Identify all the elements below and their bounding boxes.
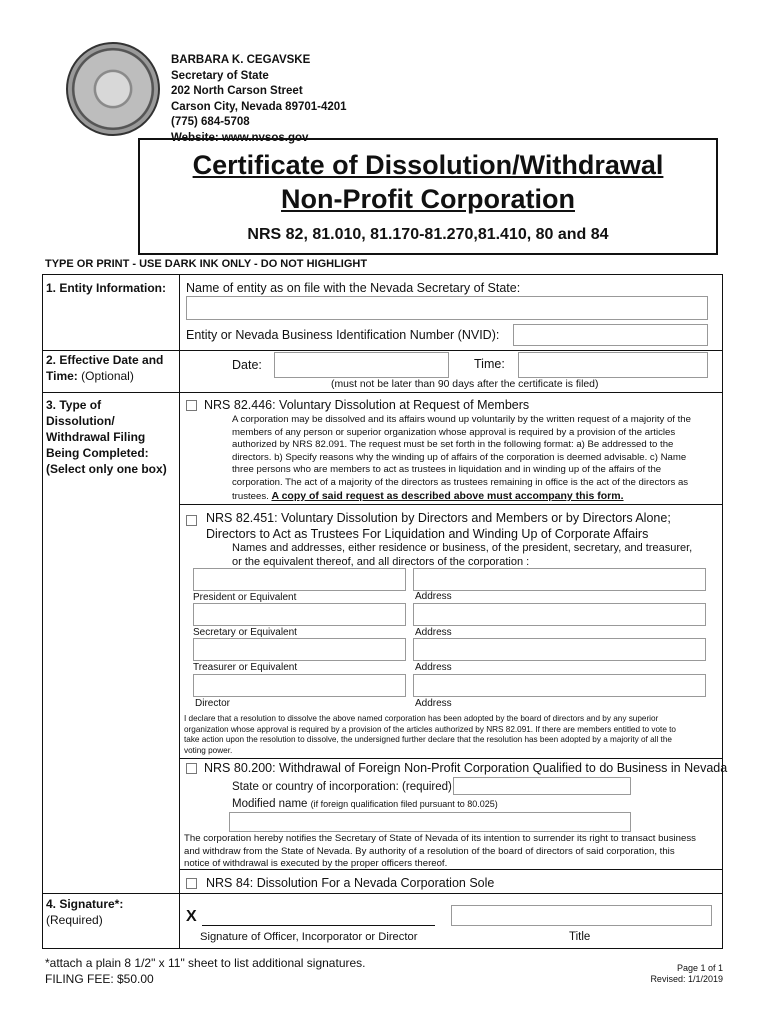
section3-label-line5: (Select only one box) bbox=[46, 462, 167, 476]
nrs-82451-title bbox=[206, 510, 671, 542]
signature-line[interactable] bbox=[202, 925, 435, 926]
opt1-line: A corporation may be dissolved and its affairs wound up voluntarily by the written request of a majority of the bbox=[232, 414, 691, 425]
opt1-line: members of any person or superior organization whose approval is required by a provision of the articles bbox=[232, 426, 676, 438]
notice-line: notice of withdrawal is executed by the proper officers thereof. bbox=[184, 858, 448, 869]
date-field[interactable] bbox=[274, 352, 449, 378]
row-divider bbox=[43, 392, 722, 393]
copy-requirement-note: A copy of said request as described above must accompany this form. bbox=[271, 489, 624, 502]
notice-line: The corporation hereby notifies the Secretary of State of Nevada of its intention to surrender its right to transact business bbox=[184, 833, 696, 844]
modified-name-note: (if foreign qualification filed pursuant to 80.025) bbox=[310, 799, 498, 809]
declaration-line: organization whose approval is required by a provision of the articles authorized by NRS 82.091. If there are members entitled to vote to bbox=[184, 724, 676, 734]
page-info bbox=[600, 963, 723, 985]
section3-label-line2: Dissolution/ bbox=[46, 414, 115, 428]
nrs-84-checkbox[interactable] bbox=[186, 878, 197, 889]
modified-name-text: Modified name bbox=[232, 798, 308, 810]
office-address-block bbox=[171, 53, 347, 146]
opt1-line: corporation. The act of a majority of the directors as trustees remaining in office is the act of the directors as bbox=[232, 476, 689, 488]
president-address-field[interactable] bbox=[413, 568, 706, 591]
date-label: Date: bbox=[232, 358, 262, 372]
modified-name-label bbox=[232, 798, 498, 810]
state-country-field[interactable] bbox=[453, 777, 631, 795]
option-divider bbox=[179, 504, 722, 505]
director-name-field[interactable] bbox=[193, 674, 406, 697]
treasurer-address-label: Address bbox=[415, 662, 452, 673]
signature-x-mark: X bbox=[186, 908, 197, 925]
section4-required: (Required) bbox=[46, 913, 103, 927]
nrs-82451-checkbox[interactable] bbox=[186, 515, 197, 526]
secretary-name-field[interactable] bbox=[193, 603, 406, 626]
form-title-line2: Non-Profit Corporation bbox=[281, 184, 575, 214]
statute-references: NRS 82, 81.010, 81.170-81.270,81.410, 80 and 84 bbox=[247, 226, 609, 243]
nevada-state-seal-icon bbox=[66, 42, 160, 136]
director-address-label: Address bbox=[415, 698, 452, 709]
nrs-80200-title: NRS 80.200: Withdrawal of Foreign Non-Profit Corporation Qualified to do Business in Nevada bbox=[204, 761, 728, 775]
director-address-field[interactable] bbox=[413, 674, 706, 697]
president-name-field[interactable] bbox=[193, 568, 406, 591]
opt1-line: trustees. bbox=[232, 490, 272, 502]
row-divider bbox=[43, 350, 722, 351]
secretary-name: BARBARA K. CEGAVSKE bbox=[171, 54, 311, 66]
entity-name-field[interactable] bbox=[186, 296, 708, 320]
secretary-address-label: Address bbox=[415, 627, 452, 638]
section2-label-time: Time: bbox=[46, 369, 78, 383]
nvid-prompt: Entity or Nevada Business Identification Number (NVID): bbox=[186, 328, 500, 342]
declaration-line: voting power. bbox=[184, 745, 233, 755]
additional-signatures-note: *attach a plain 8 1/2" x 11" sheet to list additional signatures. bbox=[45, 956, 366, 970]
filing-fee: FILING FEE: $50.00 bbox=[45, 972, 154, 986]
nrs-80200-checkbox[interactable] bbox=[186, 763, 197, 774]
office-title: Secretary of State bbox=[171, 69, 269, 82]
title-box bbox=[138, 138, 718, 255]
declaration-line: I declare that a resolution to dissolve the above named corporation has been adopted by the board of directors and by any superior bbox=[184, 714, 659, 723]
date-note: (must not be later than 90 days after the certificate is filed) bbox=[331, 379, 599, 390]
secretary-address-field[interactable] bbox=[413, 603, 706, 626]
title-caption: Title bbox=[569, 931, 591, 943]
ink-instruction: TYPE OR PRINT - USE DARK INK ONLY - DO NOT HIGHLIGHT bbox=[45, 258, 368, 270]
time-field[interactable] bbox=[518, 352, 708, 378]
opt2-sub-line: or the equivalent thereof, and all directors of the corporation : bbox=[232, 555, 530, 568]
notice-line: and withdraw from the State of Nevada. By authority of a resolution of the board of directors of said corporation, this bbox=[184, 845, 675, 857]
nrs-82446-checkbox[interactable] bbox=[186, 400, 197, 411]
section4-label bbox=[46, 896, 123, 928]
treasurer-name-field[interactable] bbox=[193, 638, 406, 661]
director-label: Director bbox=[195, 698, 231, 709]
phone-number: (775) 684-5708 bbox=[171, 116, 250, 128]
opt1-line: three persons who are members to act as trustees in liquidation and in winding up of the affairs of the bbox=[232, 464, 662, 476]
opt2-title-line: Directors to Act as Trustees For Liquidation and Winding Up of Corporate Affairs bbox=[206, 527, 649, 541]
treasurer-label: Treasurer or Equivalent bbox=[193, 662, 298, 673]
section3-label-line4: Being Completed: bbox=[46, 446, 149, 460]
section1-label: 1. Entity Information: bbox=[46, 281, 166, 295]
dissolution-declaration bbox=[184, 714, 720, 756]
page-number: Page 1 of 1 bbox=[676, 963, 723, 973]
section3-label-line1: 3. Type of bbox=[46, 398, 102, 412]
revised-date: Revised: 1/1/2019 bbox=[650, 974, 723, 984]
row-divider bbox=[43, 893, 722, 894]
state-country-label: State or country of incorporation: (required) bbox=[232, 781, 452, 793]
section2-optional: (Optional) bbox=[81, 369, 134, 383]
opt2-title-line: NRS 82.451: Voluntary Dissolution by Directors and Members or by Directors Alone; bbox=[206, 511, 671, 525]
signature-caption: Signature of Officer, Incorporator or Director bbox=[200, 931, 418, 943]
option-divider bbox=[179, 758, 722, 759]
title-field[interactable] bbox=[451, 905, 712, 926]
treasurer-address-field[interactable] bbox=[413, 638, 706, 661]
section4-label-text: 4. Signature*: bbox=[46, 897, 124, 911]
nrs-82451-subtitle bbox=[232, 542, 692, 569]
street-address: 202 North Carson Street bbox=[171, 85, 303, 97]
section3-label bbox=[46, 397, 167, 477]
modified-name-field[interactable] bbox=[229, 812, 631, 832]
president-label: President or Equivalent bbox=[193, 592, 297, 603]
section2-label bbox=[46, 352, 163, 384]
nrs-84-title: NRS 84: Dissolution For a Nevada Corporation Sole bbox=[206, 876, 495, 890]
nrs-82446-text bbox=[232, 414, 720, 503]
withdrawal-notice bbox=[184, 833, 720, 871]
nrs-82446-title: NRS 82.446: Voluntary Dissolution at Request of Members bbox=[204, 398, 530, 412]
city-state-zip: Carson City, Nevada 89701-4201 bbox=[171, 100, 347, 113]
opt2-sub-line: Names and addresses, either residence or business, of the president, secretary, and treasurer, bbox=[232, 542, 693, 554]
nvid-field[interactable] bbox=[513, 324, 708, 346]
opt1-line: authorized by NRS 82.091. The request must be set forth in the following format: a) Be addressed to the bbox=[232, 439, 674, 451]
opt1-line: directors. b) Specify reasons why the winding up of affairs of the corporation is deemed advisable. c) Name bbox=[232, 451, 687, 463]
section3-label-line3: Withdrawal Filing bbox=[46, 430, 146, 444]
secretary-label: Secretary or Equivalent bbox=[193, 627, 297, 638]
president-address-label: Address bbox=[415, 591, 452, 602]
entity-name-prompt: Name of entity as on file with the Nevada Secretary of State: bbox=[186, 281, 521, 295]
form-title-line1: Certificate of Dissolution/Withdrawal bbox=[192, 150, 664, 180]
website: Website: www.nvsos.gov bbox=[171, 131, 309, 144]
column-divider bbox=[179, 275, 180, 949]
section2-label-line1: 2. Effective Date and bbox=[46, 353, 164, 367]
time-label: Time: bbox=[474, 357, 505, 371]
declaration-line: take action upon the resolution to dissolve, the undersigned further declare that the resolution has been adopted by a majority of all the bbox=[184, 735, 672, 745]
